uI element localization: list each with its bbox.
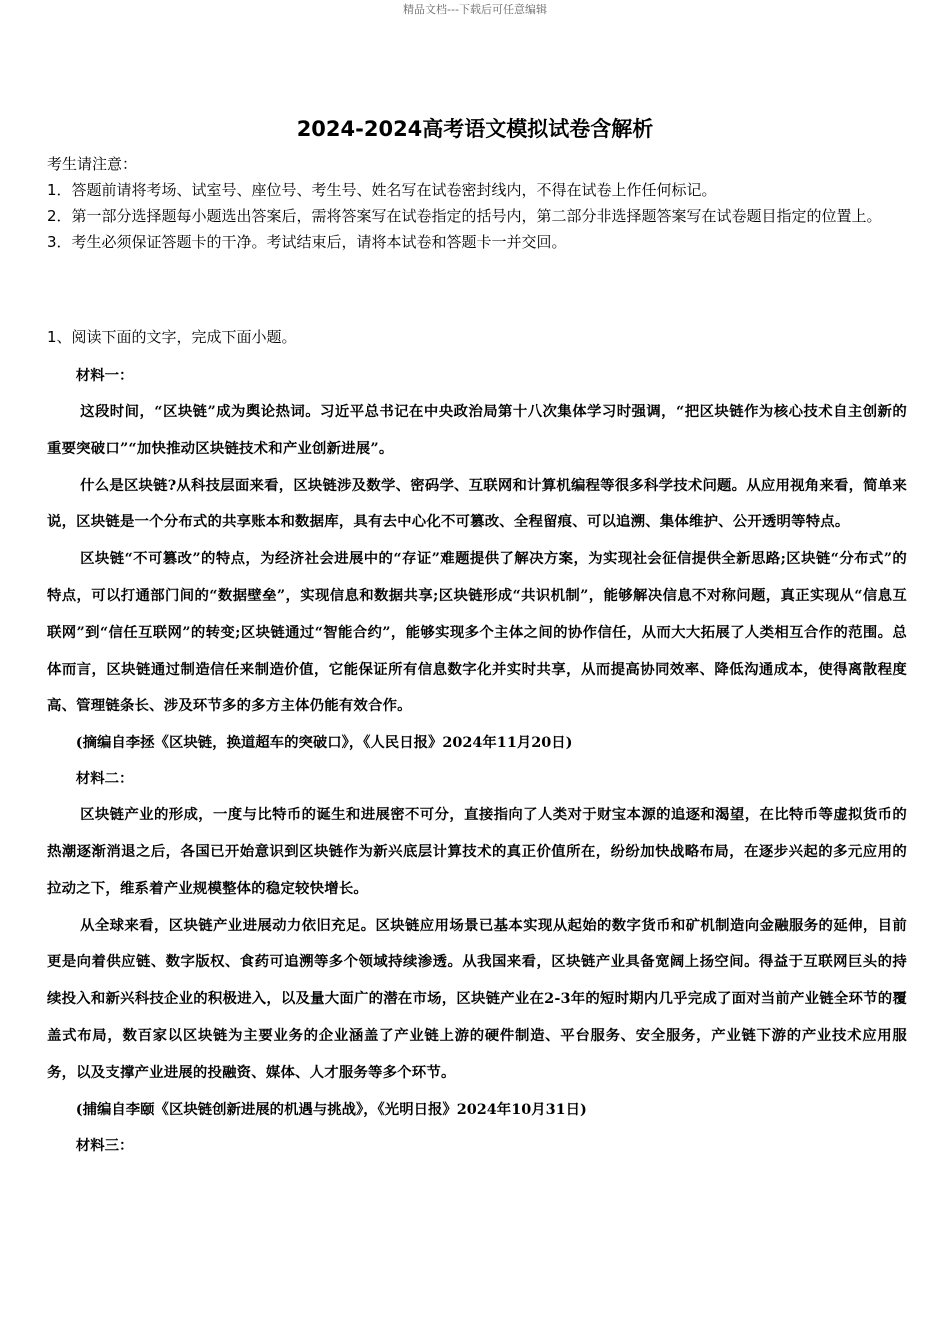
material-label: 材料一： (75, 367, 134, 384)
document-title: 2024-2024高考语文模拟试卷含解析 (296, 117, 654, 141)
notice-item: 2．第一部分选择题每小题选出答案后，需将答案写在试卷指定的括号内，第二部分非选择题答案写在试卷题目指定的位置上。 (47, 207, 882, 225)
material-label: 材料三： (75, 1136, 134, 1154)
material-paragraph: 从全球来看，区块链产业进展动力依旧充足。区块链应用场景已基本实现从起始的数字货币和矿机制造向金融服务的延伸，目前更是向着供应链、数字版权、食药可追溯等多个领域持续渗透。从我国来看，区块链产业具备宽阔上扬空间。得益于互联网巨头的持续投入和新兴科技企业的积极进入，以及量大面广的潜在市场，区块链产业在2-3年的短时期内几乎完成了面对当前产业链全环节的覆盖式布局，数百家以区块链为主要业务的企业涵盖了产业链上游的硬件制造、平台服务、安全服务，产业链下游的产业技术应用服务，以及支撑产业进展的投融资、媒体、人才服务等多个环节。 (47, 916, 907, 1081)
question-content (47, 324, 907, 1164)
question-stem: 1、阅读下面的文字，完成下面小题。 (47, 328, 297, 346)
notice-item: 1．答题前请将考场、试室号、座位号、考生号、姓名写在试卷密封线内，不得在试卷上作任何标记。 (47, 181, 717, 199)
material-label: 材料二： (75, 770, 134, 788)
exam-notice (47, 151, 907, 255)
material-source: (摘编自李拯《区块链，换道超车的突破口》，《人民日报》2024年11月20日) (75, 734, 573, 752)
material-source: (捕编自李颐《区块链创新进展的机遇与挑战》，《光明日报》2024年10月31日) (75, 1100, 587, 1118)
material-paragraph: 区块链产业的形成，一度与比特币的诞生和进展密不可分，直接指向了人类对于财宝本源的追逐和渴望，在比特币等虚拟货币的热潮逐渐消退之后，各国已开始意识到区块链作为新兴底层计算技术的真正价值所在，纷纷加快战略布局，在逐步兴起的多元应用的拉动之下，维系着产业规模整体的稳定较快增长。 (47, 806, 907, 897)
page-header-watermark: 精品文档---下载后可任意编辑 (403, 3, 547, 16)
material-paragraph: 区块链“不可篡改”的特点，为经济社会进展中的“存证”难题提供了解决方案，为实现社会征信提供全新思路;区块链“分布式”的特点，可以打通部门间的“数据壁垒”，实现信息和数据共享;区块链形成“共识机制”，能够解决信息不对称问题，真正实现从“信息互联网”到“信任互联网”的转变;区块链通过“智能合约”，能够实现多个主体之间的协作信任，从而大大拓展了人类相互合作的范围。总体而言，区块链通过制造信任来制造价值，它能保证所有信息数字化并实时共享，从而提高协同效率、降低沟通成本，使得离散程度高、管理链条长、涉及环节多的多方主体仍能有效合作。 (47, 550, 907, 715)
material-paragraph: 这段时间，“区块链”成为舆论热词。习近平总书记在中央政治局第十八次集体学习时强调，“把区块链作为核心技术自主创新的重要突破口”“加快推动区块链技术和产业创新进展”。 (47, 403, 907, 457)
notice-heading: 考生请注意： (47, 155, 138, 173)
notice-item: 3．考生必须保证答题卡的干净。考试结束后，请将本试卷和答题卡一并交回。 (47, 233, 567, 251)
material-paragraph: 什么是区块链?从科技层面来看，区块链涉及数学、密码学、互联网和计算机编程等很多科学技术问题。从应用视角来看，简单来说，区块链是一个分布式的共享账本和数据库，具有去中心化不可篡改、全程留痕、可以追溯、集体维护、公开透明等特点。 (47, 476, 907, 531)
